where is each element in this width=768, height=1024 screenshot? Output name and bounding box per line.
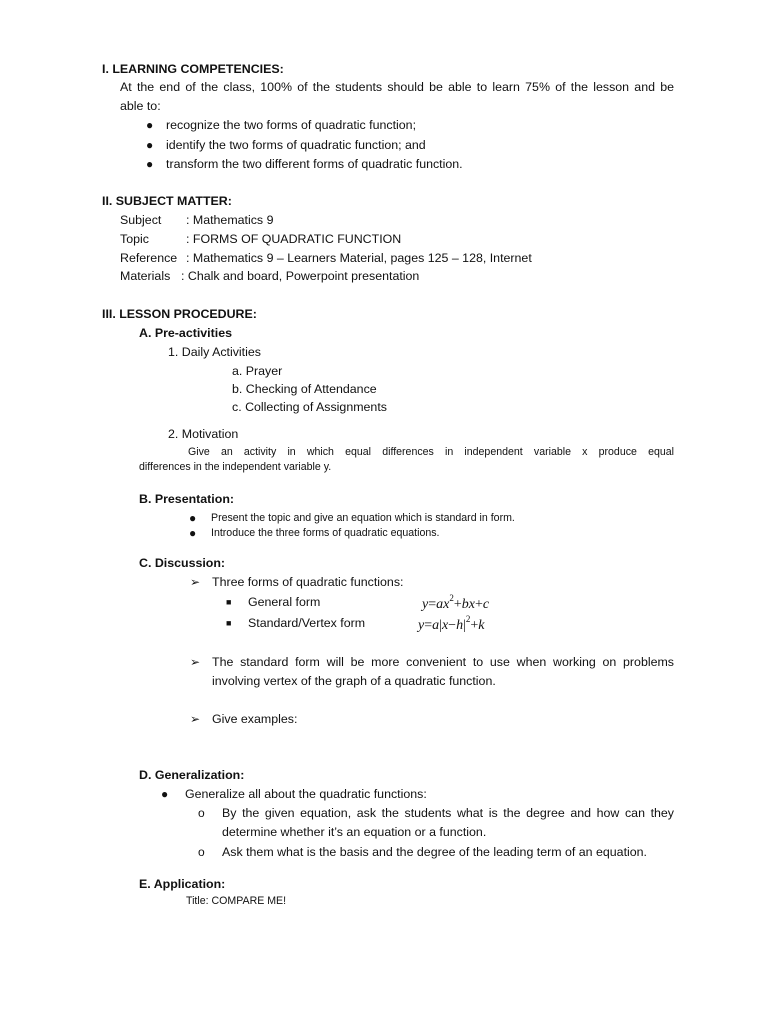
section-heading-subject-matter: II. SUBJECT MATTER: (102, 194, 232, 208)
standard-form-label: Standard/Vertex form (248, 616, 366, 630)
discussion-item-cont: involving vertex of the graph of a quadratic function. (212, 674, 496, 688)
reference-label: Reference (120, 251, 178, 265)
materials-value: : Chalk and board, Powerpoint presentation (181, 269, 420, 283)
circle-bullet-icon: o (198, 806, 205, 820)
presentation-item: Present the topic and give an equation which is standard in form. (211, 512, 515, 524)
section-heading-learning-competencies: I. LEARNING COMPETENCIES: (102, 62, 284, 76)
arrow-bullet-icon: ➢ (190, 712, 201, 726)
subsection-heading-application: E. Application: (139, 877, 226, 891)
subsection-heading-presentation: B. Presentation: (139, 492, 235, 506)
subsection-heading-pre-activities: A. Pre-activities (139, 326, 232, 340)
generalization-subitem-cont: determine whether it’s an equation or a function. (222, 825, 487, 839)
motivation-heading: 2. Motivation (168, 427, 239, 441)
generalization-item: Generalize all about the quadratic functions: (185, 787, 427, 801)
standard-form-equation: $y=a|x-h|^2+k$ (418, 614, 485, 633)
activity-item: b. Checking of Attendance (232, 382, 377, 396)
competency-item: identify the two forms of quadratic function; and (166, 138, 426, 152)
subject-value: : Mathematics 9 (186, 213, 274, 227)
discussion-item: The standard form will be more convenient to use when working on problems (212, 655, 674, 669)
general-form-label: General form (248, 595, 321, 609)
bullet-icon: ● (146, 157, 154, 171)
bullet-icon: ● (146, 118, 154, 132)
discussion-item: Give examples: (212, 712, 298, 726)
competency-item: transform the two different forms of quadratic function. (166, 157, 463, 171)
section-heading-lesson-procedure: III. LESSON PROCEDURE: (102, 307, 257, 321)
competency-item: recognize the two forms of quadratic function; (166, 118, 417, 132)
competency-intro-cont: able to: (120, 99, 161, 113)
bullet-icon: ● (161, 787, 169, 801)
generalization-subitem: Ask them what is the basis and the degree of the leading term of an equation. (222, 845, 647, 859)
discussion-item: Three forms of quadratic functions: (212, 575, 404, 589)
materials-label: Materials (120, 269, 171, 283)
circle-bullet-icon: o (198, 845, 205, 859)
bullet-icon: ● (189, 526, 197, 540)
generalization-subitem: By the given equation, ask the students what is the degree and how can they (222, 806, 674, 820)
square-bullet-icon: ■ (226, 597, 232, 607)
motivation-text: Give an activity in which equal differences in independent variable x produce equal (188, 446, 674, 458)
subsection-heading-generalization: D. Generalization: (139, 768, 245, 782)
topic-label: Topic (120, 232, 149, 246)
application-title: Title: COMPARE ME! (186, 895, 287, 907)
motivation-text-cont: differences in the independent variable y. (139, 461, 332, 473)
reference-value: : Mathematics 9 – Learners Material, pages 125 – 128, Internet (186, 251, 532, 265)
arrow-bullet-icon: ➢ (190, 575, 201, 589)
topic-value: : FORMS OF QUADRATIC FUNCTION (186, 232, 402, 246)
presentation-item: Introduce the three forms of quadratic equations. (211, 527, 440, 539)
subsection-heading-discussion: C. Discussion: (139, 556, 226, 570)
daily-activities-heading: 1. Daily Activities (168, 345, 261, 359)
square-bullet-icon: ■ (226, 618, 232, 628)
bullet-icon: ● (189, 511, 197, 525)
activity-item: a. Prayer (232, 364, 283, 378)
competency-intro: At the end of the class, 100% of the students should be able to learn 75% of the lesson and be (120, 80, 674, 94)
activity-item: c. Collecting of Assignments (232, 400, 387, 414)
subject-label: Subject (120, 213, 162, 227)
arrow-bullet-icon: ➢ (190, 655, 201, 669)
general-form-equation: $y=ax^2+bx+c$ (422, 593, 490, 612)
bullet-icon: ● (146, 138, 154, 152)
